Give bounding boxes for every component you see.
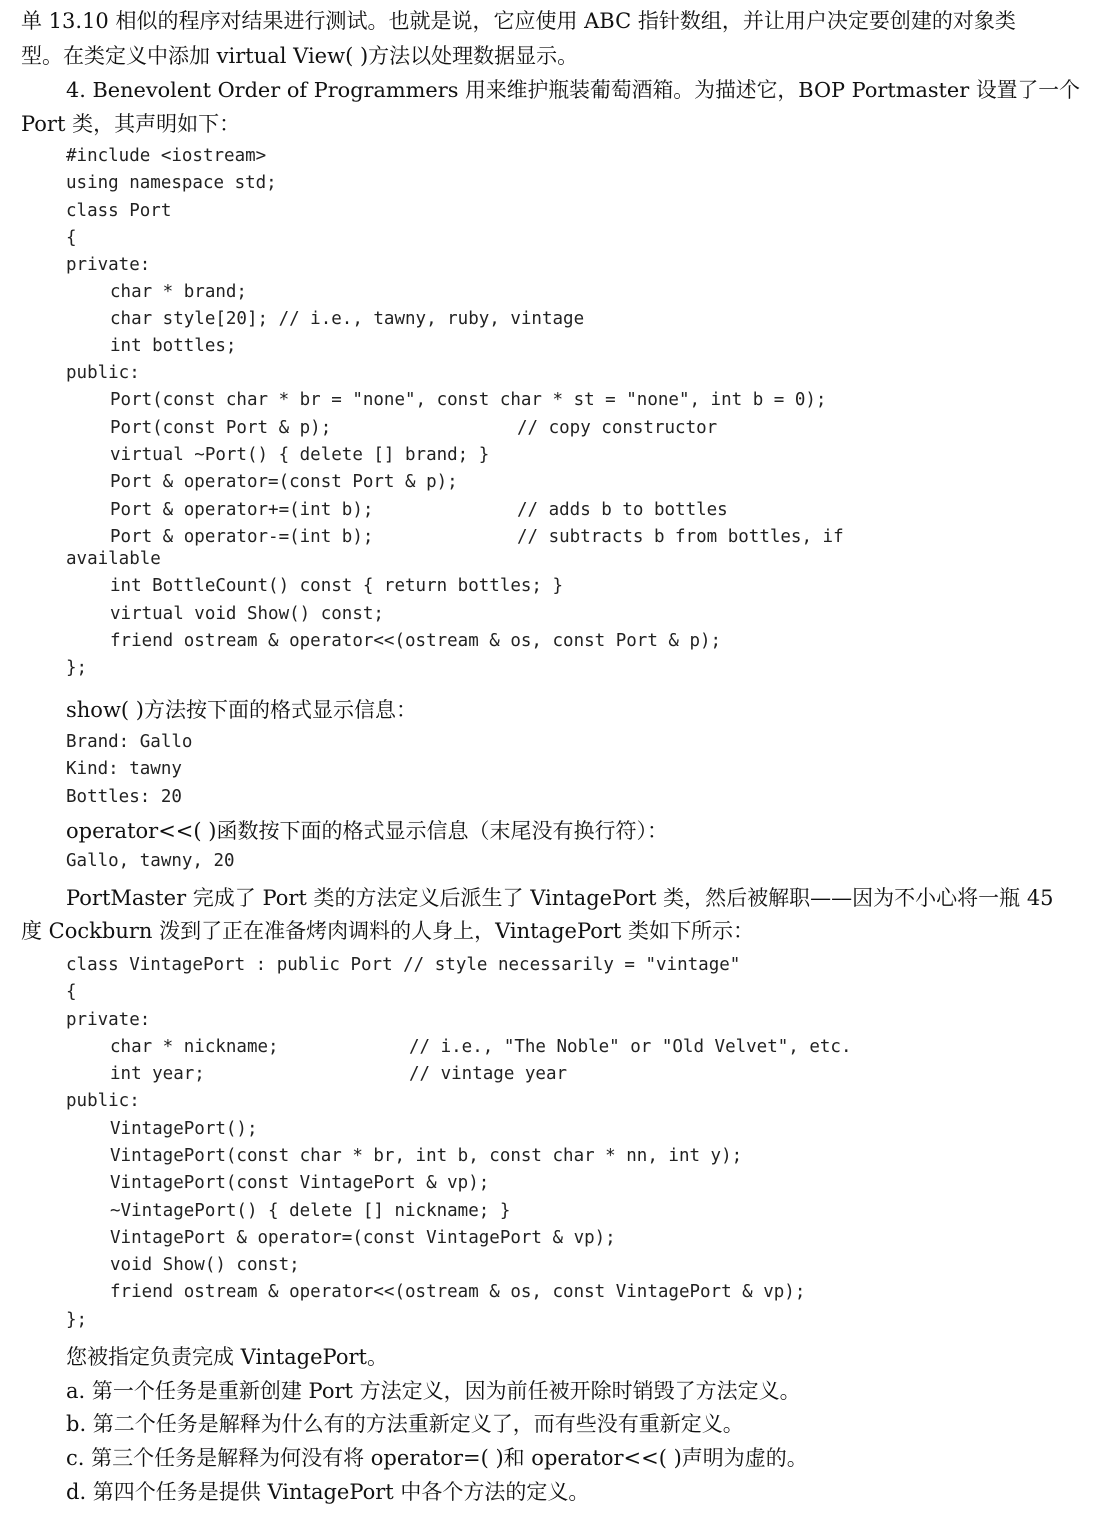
code-line: public:: [66, 363, 140, 383]
code-line: #include <iostream>: [66, 146, 267, 166]
code-line: friend ostream & operator<<(ostream & os, const VintagePort & vp);: [110, 1282, 806, 1302]
code-line: using namespace std;: [66, 173, 277, 193]
code-line: VintagePort(const char * br, int b, const char * nn, int y);: [110, 1146, 743, 1166]
paragraph-line: operator<<( )函数按下面的格式显示信息（末尾没有换行符）：: [66, 819, 668, 843]
paragraph-line: 您被指定负责完成 VintagePort。: [66, 1345, 388, 1369]
code-line: };: [66, 658, 88, 678]
code-line: int bottles;: [110, 336, 237, 356]
paragraph-line: show( )方法按下面的格式显示信息：: [66, 698, 417, 722]
output-line: Bottles: 20: [66, 787, 182, 807]
code-line: char * nickname;: [110, 1037, 279, 1057]
code-line: void Show() const;: [110, 1255, 300, 1275]
code-comment: // vintage year: [409, 1064, 568, 1084]
output-line: Gallo, tawny, 20: [66, 851, 235, 871]
code-line: Port & operator=(const Port & p);: [110, 472, 458, 492]
code-line: Port(const char * br = "none", const char * st = "none", int b = 0);: [110, 390, 827, 410]
output-line: Kind: tawny: [66, 759, 182, 779]
paragraph-line: 度 Cockburn 泼到了正在准备烤肉调料的人身上，VintagePort 类如下所示：: [21, 919, 755, 943]
code-line: friend ostream & operator<<(ostream & os, const Port & p);: [110, 631, 722, 651]
code-comment: // i.e., "The Noble" or "Old Velvet", etc.: [409, 1037, 852, 1057]
code-line: {: [66, 228, 77, 248]
code-line: char * brand;: [110, 282, 247, 302]
code-line: private:: [66, 1010, 151, 1030]
code-line: class VintagePort : public Port // style necessarily = "vintage": [66, 955, 741, 975]
code-line: Port & operator-=(int b);: [110, 527, 374, 547]
code-line: private:: [66, 255, 151, 275]
task-item-a: a. 第一个任务是重新创建 Port 方法定义，因为前任被开除时销毁了方法定义。: [66, 1379, 801, 1403]
task-item-b: b. 第二个任务是解释为什么有的方法重新定义了，而有些没有重新定义。: [66, 1412, 744, 1436]
paragraph-line: 单 13.10 相似的程序对结果进行测试。也就是说，它应使用 ABC 指针数组，并让用户决定要创建的对象类: [21, 9, 1016, 33]
paragraph-line: PortMaster 完成了 Port 类的方法定义后派生了 VintagePort 类，然后被解职——因为不小心将一瓶 45: [66, 886, 1054, 910]
code-line: int year;: [110, 1064, 205, 1084]
code-line: VintagePort & operator=(const VintagePort & vp);: [110, 1228, 616, 1248]
code-line: int BottleCount() const { return bottles; }: [110, 576, 564, 596]
code-comment: // adds b to bottles: [517, 500, 728, 520]
exercise-heading: 4. Benevolent Order of Programmers 用来维护瓶装葡萄酒箱。为描述它，BOP Portmaster 设置了一个: [66, 78, 1080, 102]
paragraph-line: 型。在类定义中添加 virtual View( )方法以处理数据显示。: [21, 44, 579, 68]
code-comment: // subtracts b from bottles, if: [517, 527, 844, 547]
code-line: Port & operator+=(int b);: [110, 500, 374, 520]
code-line: virtual void Show() const;: [110, 604, 384, 624]
code-comment: // copy constructor: [517, 418, 718, 438]
output-line: Brand: Gallo: [66, 732, 193, 752]
task-item-c: c. 第三个任务是解释为何没有将 operator=( )和 operator<<( )声明为虚的。: [66, 1446, 808, 1470]
code-line: char style[20]; // i.e., tawny, ruby, vintage: [110, 309, 585, 329]
code-line: available: [66, 549, 161, 569]
paragraph-line: Port 类，其声明如下：: [21, 112, 241, 136]
code-line: Port(const Port & p);: [110, 418, 332, 438]
code-line: {: [66, 982, 77, 1002]
code-line: public:: [66, 1091, 140, 1111]
code-line: class Port: [66, 201, 172, 221]
code-line: VintagePort();: [110, 1119, 258, 1139]
code-line: virtual ~Port() { delete [] brand; }: [110, 445, 490, 465]
code-line: };: [66, 1310, 88, 1330]
code-line: VintagePort(const VintagePort & vp);: [110, 1173, 490, 1193]
task-item-d: d. 第四个任务是提供 VintagePort 中各个方法的定义。: [66, 1480, 590, 1504]
code-line: ~VintagePort() { delete [] nickname; }: [110, 1201, 511, 1221]
